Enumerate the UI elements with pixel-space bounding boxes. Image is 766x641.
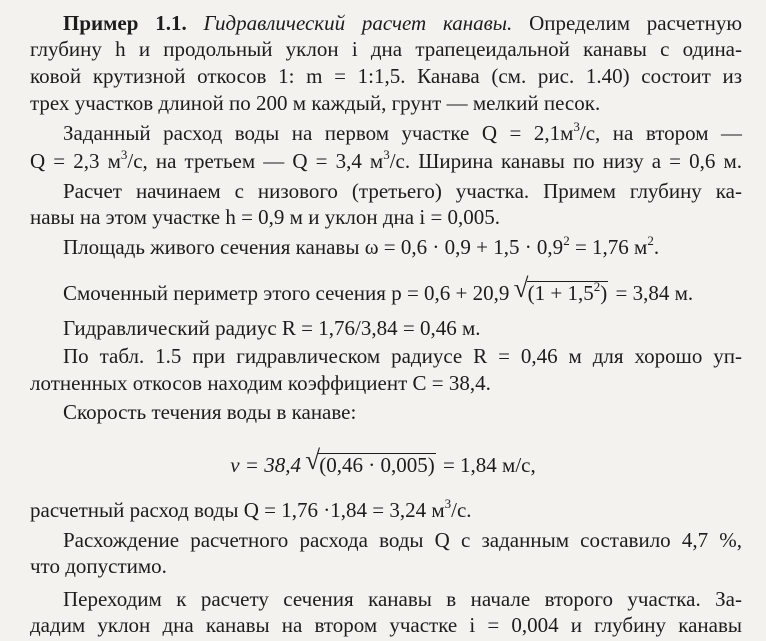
- perimeter-rad: (1 + 1,5: [527, 281, 594, 305]
- example-text-3: ковой крутизной откосов 1: m = 1:1,5. Канава (см. рис. 1.40) состоит из: [30, 64, 742, 88]
- discharge-text-a: расчетный расход воды Q = 1,76 ·1,84 = 3,24 м: [30, 498, 445, 522]
- area-text-b: = 1,76 м: [569, 235, 648, 259]
- example-text-4: трех участков длиной по 200 м каждый, грунт — мелкий песок.: [30, 91, 601, 115]
- flow2-text-c: /с. Ширина канавы по низу a = 0,6 м.: [389, 149, 742, 173]
- flow-line-2: [30, 148, 742, 174]
- radius-text: Гидравлический радиус R = 1,76/3,84 = 0,46 м.: [63, 316, 481, 340]
- sqrt-velocity: [306, 452, 435, 478]
- table-text-2: лотненных откосов находим коэффициент C = 38,4.: [30, 371, 491, 395]
- discharge-sup: 3: [444, 496, 452, 511]
- flow2-sup-2: 3: [383, 147, 390, 162]
- next-text-2: дадим уклон дна канавы на втором участке i = 0,004 и глубину канавы: [30, 613, 742, 637]
- velocity-formula: [0, 452, 766, 478]
- perimeter-rad-sup: 2: [593, 279, 601, 294]
- discharge-line: [30, 497, 742, 523]
- discharge-text-b: /с.: [451, 498, 472, 522]
- example-heading-line: [63, 10, 742, 36]
- example-label: Пример 1.1.: [63, 11, 187, 35]
- area-text-a: Площадь живого сечения канавы ω = 0,6 · 0,9 + 1,5 · 0,9: [63, 235, 564, 259]
- flow2-text-b: /с, на третьем — Q = 3,4 м: [127, 149, 384, 173]
- velocity-label: Скорость течения воды в канаве:: [63, 400, 357, 424]
- sqrt-perimeter: [515, 280, 609, 306]
- perimeter-text-a: Смоченный периметр этого сечения p = 0,6 + 20,9: [63, 281, 510, 305]
- sqrt-perimeter-radicand: [527, 281, 609, 304]
- next-text-1: Переходим к расчету сечения канавы в начале второго участка. За-: [63, 587, 742, 611]
- perimeter-line: [63, 280, 742, 306]
- flow2-text-a: Q = 2,3 м: [30, 149, 121, 173]
- area-sup-1: 2: [563, 233, 570, 248]
- flow-sup: 3: [573, 119, 580, 134]
- perimeter-text-b: = 3,84 м.: [615, 281, 694, 305]
- area-text-c: .: [653, 235, 660, 259]
- diff-text-1: Расхождение расчетного расхода воды Q с заданным составило 4,7 %,: [63, 528, 742, 552]
- diff-text-2: что допустимо.: [30, 554, 167, 578]
- area-sup-2: 2: [647, 233, 654, 248]
- velocity-lhs: v = 38,4: [230, 453, 301, 477]
- example-text-1: Определим расчетную: [529, 11, 743, 35]
- flow-line-1: [63, 120, 742, 146]
- flow2-sup-1: 3: [120, 147, 128, 162]
- flow-text-b: /с, на втором —: [579, 121, 742, 145]
- velocity-rhs: = 1,84 м/с,: [442, 453, 536, 477]
- area-line: [63, 234, 742, 260]
- velocity-rad: (0,46 · 0,005): [319, 453, 435, 477]
- table-text-1: По табл. 1.5 при гидравлическом радиусе R = 0,46 м для хорошо уп-: [63, 344, 742, 368]
- start-text-1: Расчет начинаем с низового (третьего) участка. Примем глубину ка-: [63, 179, 742, 203]
- example-text-2: глубину h и продольный уклон i дна трапецеидальной канавы с одина-: [30, 37, 742, 61]
- flow-text-a: Заданный расход воды на первом участке Q = 2,1м: [63, 121, 574, 145]
- start-text-2: навы на этом участке h = 0,9 м и уклон дна i = 0,005.: [30, 205, 501, 229]
- perimeter-rad-close: ): [600, 281, 608, 305]
- example-title: Гидравлический расчет канавы.: [203, 11, 513, 35]
